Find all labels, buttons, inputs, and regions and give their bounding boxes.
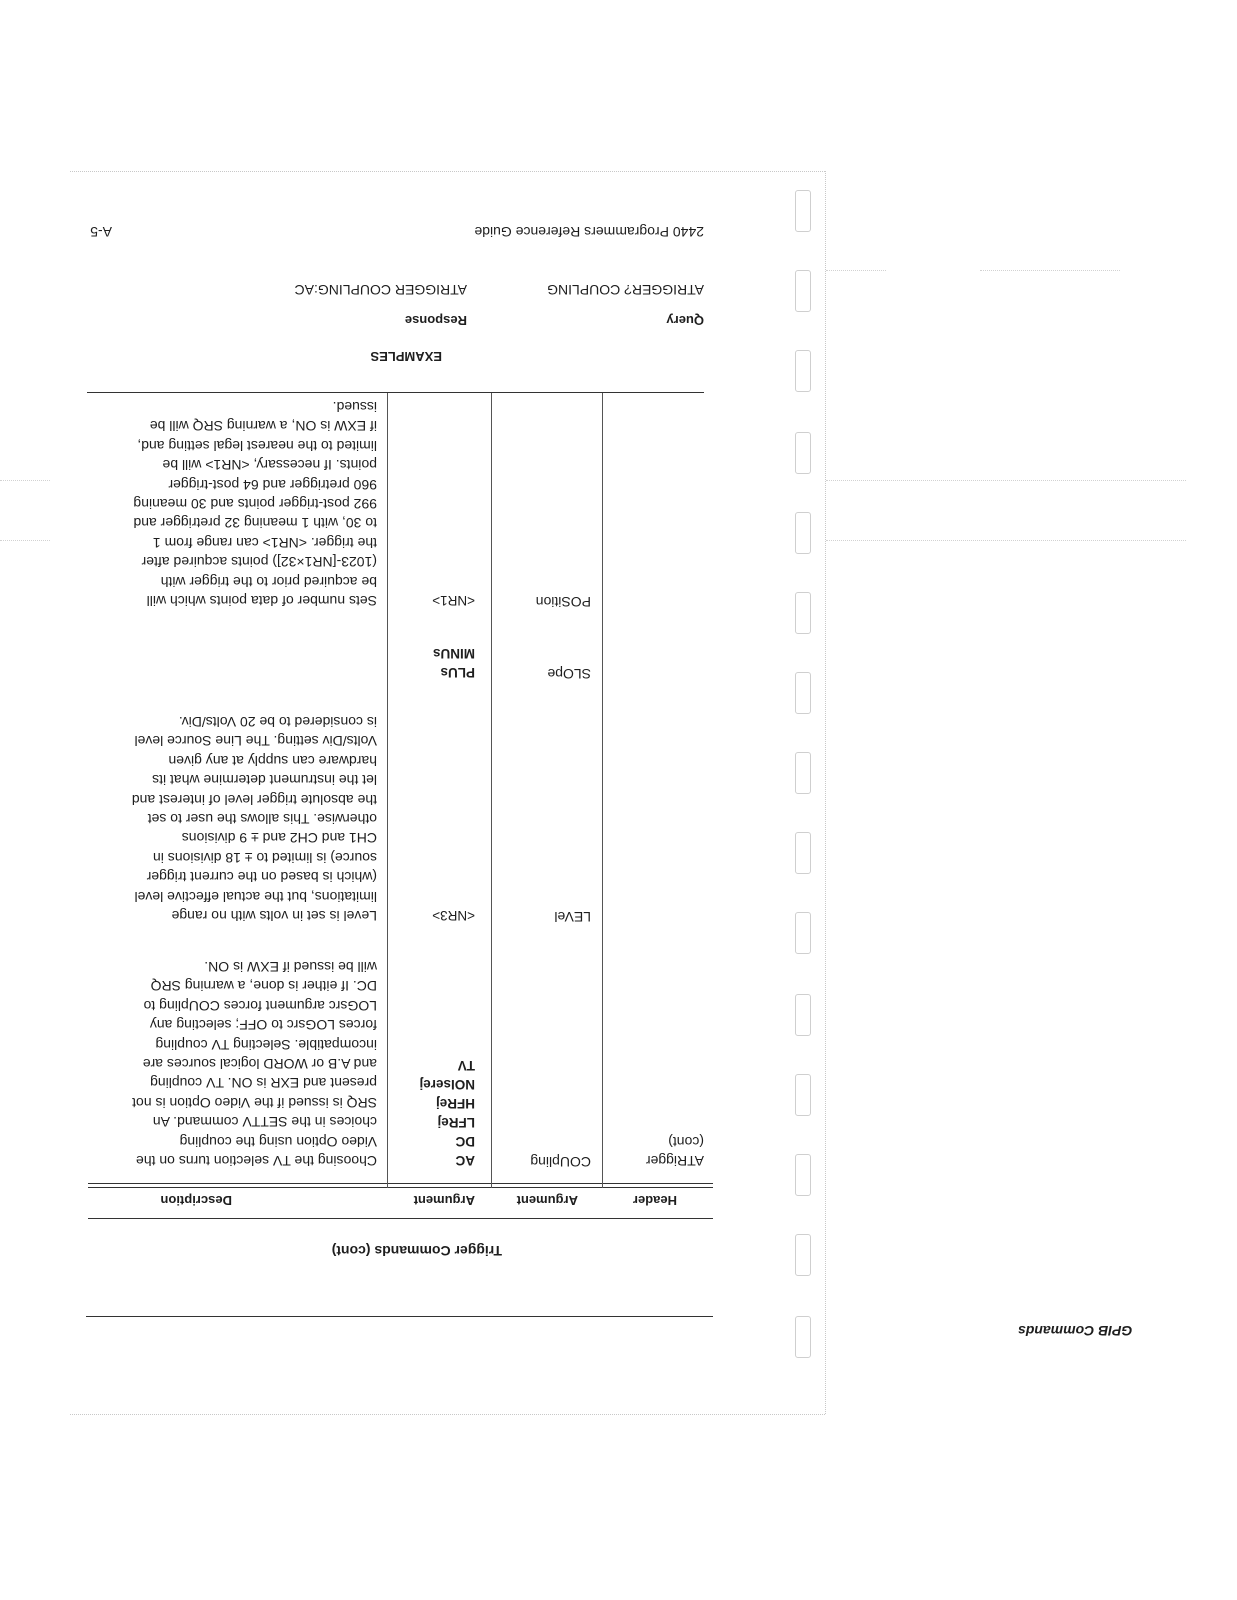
column-header-description: Description [160,1193,232,1208]
description-line: Volts/Div setting. The Line Source level [134,733,377,750]
column-divider [602,393,603,1188]
row-values [432,591,475,610]
description-line: points. If necessary, <NR1> will be [162,457,377,474]
description-line: Level is set in volts with no range [171,908,377,924]
description-line: will be issued if EXW is ON. [204,958,377,975]
description-line: incompatible. Selecting TV coupling [155,1036,377,1053]
value-item: <NR3> [432,908,475,923]
column-divider [491,393,492,1188]
description-line: forces LOGsrc to OFF; selecting any [149,1017,377,1034]
header-name: ATRigger [645,1153,704,1169]
column-header-header: Header [632,1193,677,1208]
value-item: TV [457,1058,475,1073]
query-example: ATRIGGER? COUPLING [547,282,704,298]
description-line: source) is limited to ± 18 divisions in [153,849,377,866]
value-item: LFRej [437,1115,475,1130]
value-item: NOIserej [419,1077,475,1092]
table-title: Trigger Commands (cont) [331,1243,502,1259]
footer-guide-title: 2440 Programmers Reference Guide [474,224,704,240]
description-line: 992 post-trigger points and 30 meaning [133,495,377,512]
description-line: (1023-[NR1×32]) points acquired after [141,554,377,571]
page-number: A-5 [90,224,112,240]
table-rule-header [88,1183,713,1184]
table-rule-header [88,1187,713,1188]
description-line: limited to the nearest legal setting and, [137,437,377,454]
description-line: SRQ is issued if the Video Option is not [132,1094,377,1111]
row-values [432,906,475,925]
description-line: present and EXR is ON. TV coupling [150,1075,377,1092]
value-item: HFRej [435,1096,475,1111]
table-rule-bottom [87,392,704,393]
value-item: DC [455,1134,475,1149]
row-description [77,957,377,1170]
description-line: the absolute trigger level of interest and [131,791,377,808]
response-label: Response [404,313,467,328]
description-line: limitations, but the actual effective level [134,888,377,905]
description-line: Choosing the TV selection turns on the [135,1153,377,1169]
table-rule-top [88,1218,713,1219]
value-item: <NR1> [432,593,475,608]
value-item: AC [455,1153,475,1168]
description-line: LOGsrc argument forces COUpling to [143,997,377,1014]
row-description [77,397,377,610]
description-line: Sets number of data points which will [146,593,377,609]
column-header-argument: Argument [516,1193,578,1208]
description-line: issued. [332,398,377,415]
description-line: if EXW is ON, a warning SRQ will be [149,418,377,435]
description-line: hardware can supply at any given [168,752,377,769]
response-example: ATRIGGER COUPLING:AC [294,282,467,298]
description-line: otherwise. This allows the user to set [147,810,377,827]
description-line: is considered to be 20 Volts/Div. [178,713,377,730]
description-line: choices in the SETTV command. An [152,1114,377,1131]
section-rule [86,1316,713,1317]
description-line: be acquired prior to the trigger with [160,573,377,590]
row-argument: COUpling [530,1154,591,1170]
description-line: (which is based on the current trigger [146,869,377,886]
header-cell [646,1132,704,1170]
column-header-argument-value: Argument [413,1193,475,1208]
row-argument: SLOpe [547,666,591,682]
description-line: let the instrument determine what its [152,772,377,789]
description-line: and A.B or WORD logical sources are [142,1055,377,1072]
description-line: CH1 and CH2 and ± 9 divisions [181,830,377,847]
header-cont: (cont) [668,1134,704,1150]
value-item: MINUs [432,646,475,661]
examples-title: EXAMPLES [370,349,442,364]
section-title: GPIB Commands [1018,1323,1133,1339]
row-values [419,1056,475,1170]
value-item: PLUs [440,665,475,680]
description-line: to 30, with 1 meaning 32 pretrigger and [133,515,377,532]
description-line: 960 pretrigger and 64 post-trigger [168,476,377,493]
row-values [433,644,475,682]
description-line: DC. If either is done, a warning SRQ [150,978,377,995]
description-line: Video Option using the coupling [179,1133,377,1150]
description-line: the trigger. <NR1> can range from 1 [152,534,377,551]
column-divider [387,393,388,1188]
query-label: Query [666,313,704,328]
row-argument: POSition [535,594,591,610]
row-description [77,712,377,925]
row-argument: LEVel [554,909,591,925]
